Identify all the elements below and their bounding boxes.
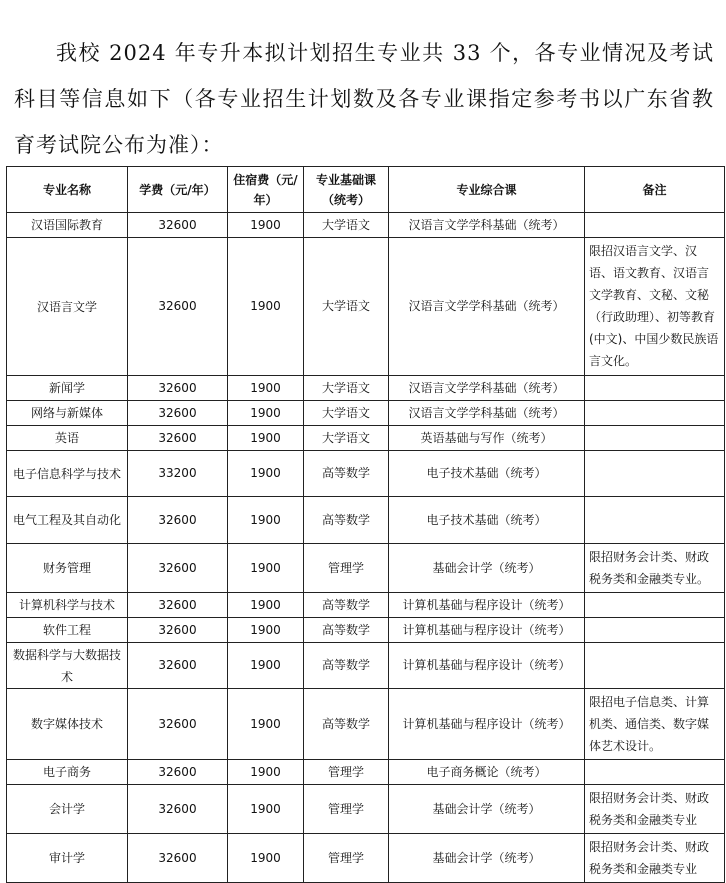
cell-note [585, 213, 725, 238]
table-row [7, 238, 725, 376]
cell-basic-course: 高等数学 [304, 643, 389, 689]
cell-dorm-fee: 1900 [228, 376, 304, 401]
header-basic-course: 专业基础课（统考） [304, 167, 389, 213]
cell-major-name: 英语 [7, 426, 128, 451]
cell-dorm-fee: 1900 [228, 760, 304, 785]
cell-dorm-fee: 1900 [228, 618, 304, 643]
table-row [7, 497, 725, 544]
cell-note [585, 451, 725, 497]
table-row [7, 785, 725, 834]
cell-note [585, 593, 725, 618]
cell-major-name: 网络与新媒体 [7, 401, 128, 426]
cell-note [585, 376, 725, 401]
cell-comprehensive-course: 电子商务概论（统考） [389, 760, 585, 785]
cell-major-name: 会计学 [7, 785, 128, 834]
cell-comprehensive-course: 汉语言文学学科基础（统考） [389, 401, 585, 426]
cell-tuition: 32600 [128, 785, 228, 834]
table-row [7, 401, 725, 426]
table-row [7, 593, 725, 618]
cell-note [585, 760, 725, 785]
cell-tuition: 32600 [128, 497, 228, 544]
cell-tuition: 32600 [128, 834, 228, 883]
cell-major-name: 审计学 [7, 834, 128, 883]
cell-note: 限招汉语言文学、汉语、语文教育、汉语言文学教育、文秘、文秘（行政助理）、初等教育(中文)、中国少数民族语言文化。 [585, 238, 725, 376]
table-row [7, 544, 725, 593]
cell-note: 限招财务会计类、财政税务类和金融类专业。 [585, 544, 725, 593]
cell-dorm-fee: 1900 [228, 689, 304, 760]
table-row [7, 213, 725, 238]
cell-basic-course: 大学语文 [304, 401, 389, 426]
cell-major-name: 电子信息科学与技术 [7, 451, 128, 497]
cell-basic-course: 高等数学 [304, 451, 389, 497]
cell-note [585, 401, 725, 426]
cell-comprehensive-course: 汉语言文学学科基础（统考） [389, 376, 585, 401]
cell-major-name: 汉语国际教育 [7, 213, 128, 238]
cell-note: 限招电子信息类、计算机类、通信类、数字媒体艺术设计。 [585, 689, 725, 760]
table-row [7, 426, 725, 451]
cell-dorm-fee: 1900 [228, 643, 304, 689]
cell-basic-course: 管理学 [304, 544, 389, 593]
cell-tuition: 32600 [128, 213, 228, 238]
cell-dorm-fee: 1900 [228, 238, 304, 376]
cell-tuition: 32600 [128, 593, 228, 618]
table-row [7, 689, 725, 760]
cell-major-name: 软件工程 [7, 618, 128, 643]
cell-dorm-fee: 1900 [228, 593, 304, 618]
cell-basic-course: 大学语文 [304, 213, 389, 238]
cell-tuition: 32600 [128, 760, 228, 785]
cell-dorm-fee: 1900 [228, 426, 304, 451]
cell-major-name: 电子商务 [7, 760, 128, 785]
cell-basic-course: 高等数学 [304, 497, 389, 544]
cell-basic-course: 大学语文 [304, 376, 389, 401]
cell-major-name: 数字媒体技术 [7, 689, 128, 760]
cell-dorm-fee: 1900 [228, 451, 304, 497]
header-major-name: 专业名称 [7, 167, 128, 213]
table-row [7, 760, 725, 785]
cell-comprehensive-course: 基础会计学（统考） [389, 544, 585, 593]
majors-table [6, 166, 725, 883]
cell-dorm-fee: 1900 [228, 834, 304, 883]
cell-comprehensive-course: 汉语言文学学科基础（统考） [389, 213, 585, 238]
cell-comprehensive-course: 电子技术基础（统考） [389, 497, 585, 544]
cell-tuition: 32600 [128, 544, 228, 593]
cell-note [585, 497, 725, 544]
header-comprehensive-course: 专业综合课 [389, 167, 585, 213]
cell-basic-course: 高等数学 [304, 618, 389, 643]
cell-tuition: 32600 [128, 401, 228, 426]
cell-basic-course: 管理学 [304, 834, 389, 883]
cell-tuition: 32600 [128, 238, 228, 376]
cell-comprehensive-course: 英语基础与写作（统考） [389, 426, 585, 451]
cell-comprehensive-course: 电子技术基础（统考） [389, 451, 585, 497]
cell-comprehensive-course: 计算机基础与程序设计（统考） [389, 618, 585, 643]
cell-major-name: 财务管理 [7, 544, 128, 593]
cell-comprehensive-course: 基础会计学（统考） [389, 785, 585, 834]
cell-tuition: 32600 [128, 376, 228, 401]
cell-basic-course: 高等数学 [304, 689, 389, 760]
cell-tuition: 33200 [128, 451, 228, 497]
cell-comprehensive-course: 计算机基础与程序设计（统考） [389, 643, 585, 689]
cell-comprehensive-course: 计算机基础与程序设计（统考） [389, 689, 585, 760]
cell-major-name: 新闻学 [7, 376, 128, 401]
header-dorm-fee: 住宿费（元/年） [228, 167, 304, 213]
cell-dorm-fee: 1900 [228, 213, 304, 238]
cell-dorm-fee: 1900 [228, 401, 304, 426]
cell-comprehensive-course: 汉语言文学学科基础（统考） [389, 238, 585, 376]
intro-paragraph: 我校 2024 年专升本拟计划招生专业共 33 个，各专业情况及考试科目等信息如下（各专业招生计划数及各专业课指定参考书以广东省教育考试院公布为准）： [14, 41, 714, 157]
cell-tuition: 32600 [128, 618, 228, 643]
table-row [7, 834, 725, 883]
cell-note [585, 643, 725, 689]
cell-major-name: 汉语言文学 [7, 238, 128, 376]
cell-note [585, 618, 725, 643]
cell-basic-course: 管理学 [304, 785, 389, 834]
table-row [7, 376, 725, 401]
cell-major-name: 电气工程及其自动化 [7, 497, 128, 544]
cell-tuition: 32600 [128, 689, 228, 760]
cell-note: 限招财务会计类、财政税务类和金融类专业 [585, 785, 725, 834]
cell-basic-course: 大学语文 [304, 238, 389, 376]
header-tuition: 学费（元/年） [128, 167, 228, 213]
cell-note: 限招财务会计类、财政税务类和金融类专业 [585, 834, 725, 883]
cell-tuition: 32600 [128, 426, 228, 451]
majors-table-wrapper [6, 166, 724, 883]
cell-basic-course: 大学语文 [304, 426, 389, 451]
cell-comprehensive-course: 基础会计学（统考） [389, 834, 585, 883]
cell-basic-course: 高等数学 [304, 593, 389, 618]
table-row [7, 643, 725, 689]
table-header-row [7, 167, 725, 213]
table-row [7, 618, 725, 643]
cell-major-name: 计算机科学与技术 [7, 593, 128, 618]
cell-tuition: 32600 [128, 643, 228, 689]
table-row [7, 451, 725, 497]
cell-dorm-fee: 1900 [228, 785, 304, 834]
cell-basic-course: 管理学 [304, 760, 389, 785]
cell-dorm-fee: 1900 [228, 497, 304, 544]
cell-note [585, 426, 725, 451]
cell-major-name: 数据科学与大数据技术 [7, 643, 128, 689]
header-note: 备注 [585, 167, 725, 213]
cell-comprehensive-course: 计算机基础与程序设计（统考） [389, 593, 585, 618]
cell-dorm-fee: 1900 [228, 544, 304, 593]
